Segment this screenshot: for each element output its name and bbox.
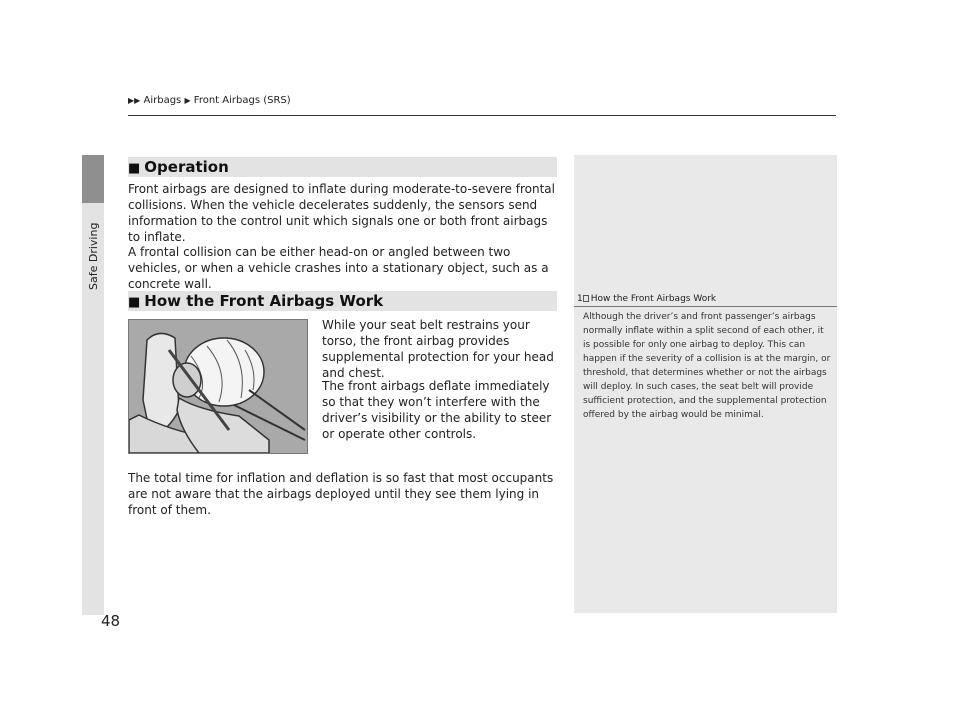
operation-paragraph-2: A frontal collision can be either head-on or angled between two vehicles, or when a vehicle crashes into a stationary object, such as a concrete wall. xyxy=(128,245,549,291)
note-box-icon xyxy=(583,295,589,302)
breadcrumb-arrow-icon: ▶ xyxy=(184,96,191,105)
page-number: 48 xyxy=(101,612,121,630)
how-airbags-work-paragraph-1: While your seat belt restrains your torso, the front airbag provides supplemental protection for your head and chest. xyxy=(322,318,554,380)
breadcrumb-item-airbags[interactable]: Airbags xyxy=(143,95,182,106)
side-note-body: Although the driver’s and front passenger’s airbags normally inflate within a split second of each other, it is possible for only one airbag to deploy. This can happen if the severity of a collision is at the margin, or threshold, that determines whether or not the airbags will deploy. In such cases, the seat belt will provide sufficient protection, and the supplemental protection offered by the airbag would be minimal. xyxy=(583,312,831,420)
operation-paragraph-1: Front airbags are designed to inflate during moderate-to-severe frontal collisions. When the vehicle decelerates suddenly, the sensors send information to the control unit which signals one or both front airbags to inflate. xyxy=(128,182,555,244)
section-heading-operation xyxy=(128,157,557,177)
sidebar-section-label: Safe Driving xyxy=(87,222,100,290)
airbag-deployment-drawing xyxy=(129,320,307,453)
sidebar-section-tab xyxy=(82,155,104,203)
breadcrumb xyxy=(128,95,291,106)
how-airbags-work-paragraph-3: The total time for inflation and deflation is so fast that most occupants are not aware that the airbags deployed until they see them lying in front of them. xyxy=(128,471,554,517)
how-airbags-work-paragraph-2: The front airbags deflate immediately so that they won’t interfere with the driver’s visibility or the ability to steer or operate other controls. xyxy=(322,379,552,441)
breadcrumb-arrow-icon: ▶▶ xyxy=(128,96,141,105)
header-divider xyxy=(128,115,836,116)
section-heading-text: How the Front Airbags Work xyxy=(144,292,384,310)
side-note-divider xyxy=(574,306,837,307)
section-heading-text: Operation xyxy=(144,158,229,176)
airbag-illustration xyxy=(128,319,308,454)
section-square-icon: ■ xyxy=(128,161,141,176)
side-note-title xyxy=(577,294,716,304)
side-note-title-text: How the Front Airbags Work xyxy=(590,294,717,304)
section-heading-how-airbags-work xyxy=(128,291,557,311)
side-note-marker: 1 xyxy=(577,294,583,304)
section-square-icon: ■ xyxy=(128,295,141,310)
breadcrumb-item-front-airbags[interactable]: Front Airbags (SRS) xyxy=(193,95,291,106)
